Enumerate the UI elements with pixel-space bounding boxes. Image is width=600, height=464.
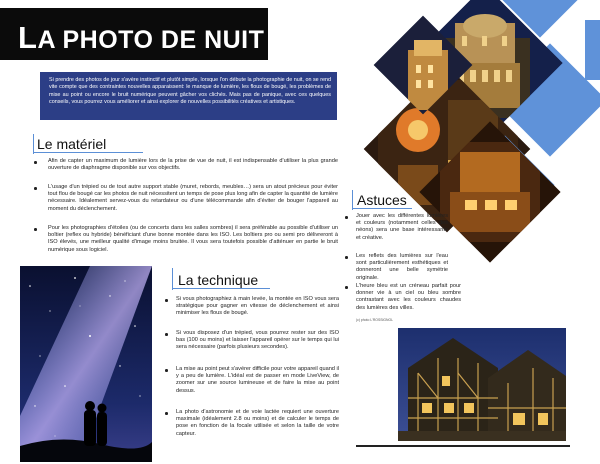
title-banner	[0, 8, 268, 60]
timber-house-photo	[398, 328, 566, 441]
astuces-item-3: L'heure bleu est un créneau parfait pour donner vie à un ciel ou bleu sombre contrastant avec les couleurs chaudes des lumières des villes.	[356, 283, 461, 311]
title-rest: A PHOTO DE NUIT	[37, 26, 265, 54]
blue-corner-right	[585, 20, 600, 80]
bullet	[165, 299, 168, 302]
materiel-heading: Le matériel	[37, 136, 107, 152]
technique-item-1: Si vous photographiez à main levée, la montée en ISO vous sera stratégique pour gagner en vitesse de déclenchement et ainsi minimiser les flous de bougé.	[176, 296, 339, 317]
astuces-heading: Astuces	[357, 192, 407, 208]
bullet	[165, 412, 168, 415]
materiel-item-1: Afin de capter un maximum de lumière lors de la prise de vue de nuit, il est indispensable d'utiliser la plus grande ouverture de diaphragme disponible sur vos objectifs.	[48, 158, 338, 172]
materiel-item-2: L'usage d'un trépied ou de tout autre support stable (muret, rebords, meubles…) sera un atout précieux pour éviter tout flou de bougé car les photos de nuit nécessitent un temps de pose plus long afin de capter la quantité de lumière nécessaire. Idéalement servez-vous du retardateur ou d'une télécommande afin d'éviter de bouger l'appareil au moment du déclenchement.	[48, 184, 338, 212]
bullet	[165, 369, 168, 372]
astuces-item-2: Les reflets des lumières sur l'eau sont particulièrement esthétiques et donneront une belle symétrie originale.	[356, 253, 448, 281]
bullet	[34, 228, 37, 231]
bullet	[345, 286, 348, 289]
bullet	[345, 216, 348, 219]
materiel-item-3: Pour les photographies d'étoiles (ou de concerts dans les salles sombres) il sera préférable au possible d'utiliser un boîtier (reflex ou hybride) bénéficiant d'une bonne montée dans les ISO. Les boîtiers pro ou semi pro délivreront à ISO élevés, une meilleur qualité d'image moins bruitée. Il vous sera toutefois possible d'atténuer en partie le bruit numérique sous logiciel.	[48, 225, 338, 253]
technique-item-3: La mise au point peut s'avérer difficile pour votre appareil quand il y a peu de lumière. L'idéal est de passer en mode LiveView, de zoomer sur une source lumineuse et de faire la mise au point dessus.	[176, 366, 339, 394]
page-title	[18, 20, 264, 56]
technique-heading: La technique	[178, 272, 259, 288]
photo-credit: (c) photo L'ROSSIGNOL	[356, 318, 394, 322]
bullet	[345, 256, 348, 259]
technique-item-4: La photo d'astronomie et de voie lactée requiert une ouverture maximale (idéalement 2.8 ou moins) et de calculer le temps de pose en fonction de la focale utilisée et selon la taille de votre capteur.	[176, 409, 339, 437]
title-first-letter: L	[18, 20, 38, 55]
bullet	[165, 333, 168, 336]
astuces-item-1: Jouer avec les différentes lumières et couleurs (notamment celles des néons) sera une base intéressante et créative.	[356, 213, 448, 241]
bottom-rule	[356, 445, 570, 447]
bullet	[34, 161, 37, 164]
bullet	[34, 187, 37, 190]
intro-box: Si prendre des photos de jour s'avère instinctif et plutôt simple, lorsque l'on débute la photographie de nuit, on se rend vite compte que des contraintes nouvelles apparaissent: le manque de lumière, les flous de bougé, les problèmes de mise au point ou encore le bruit numérique peuvent gâcher vos clichés. Mais pas de panique, avec ces quelques conseils, vous pourrez vous améliorer et ainsi explorer de nouvelles possibilités créatives et artistiques.	[40, 72, 337, 120]
technique-item-2: Si vous disposez d'un trépied, vous pourrez rester sur des ISO bas (100 ou moins) et laisser l'appareil opérer sur le temps qui lui sera nécessaire (parfois plusieurs secondes).	[176, 330, 339, 351]
milky-way-photo	[20, 266, 152, 462]
